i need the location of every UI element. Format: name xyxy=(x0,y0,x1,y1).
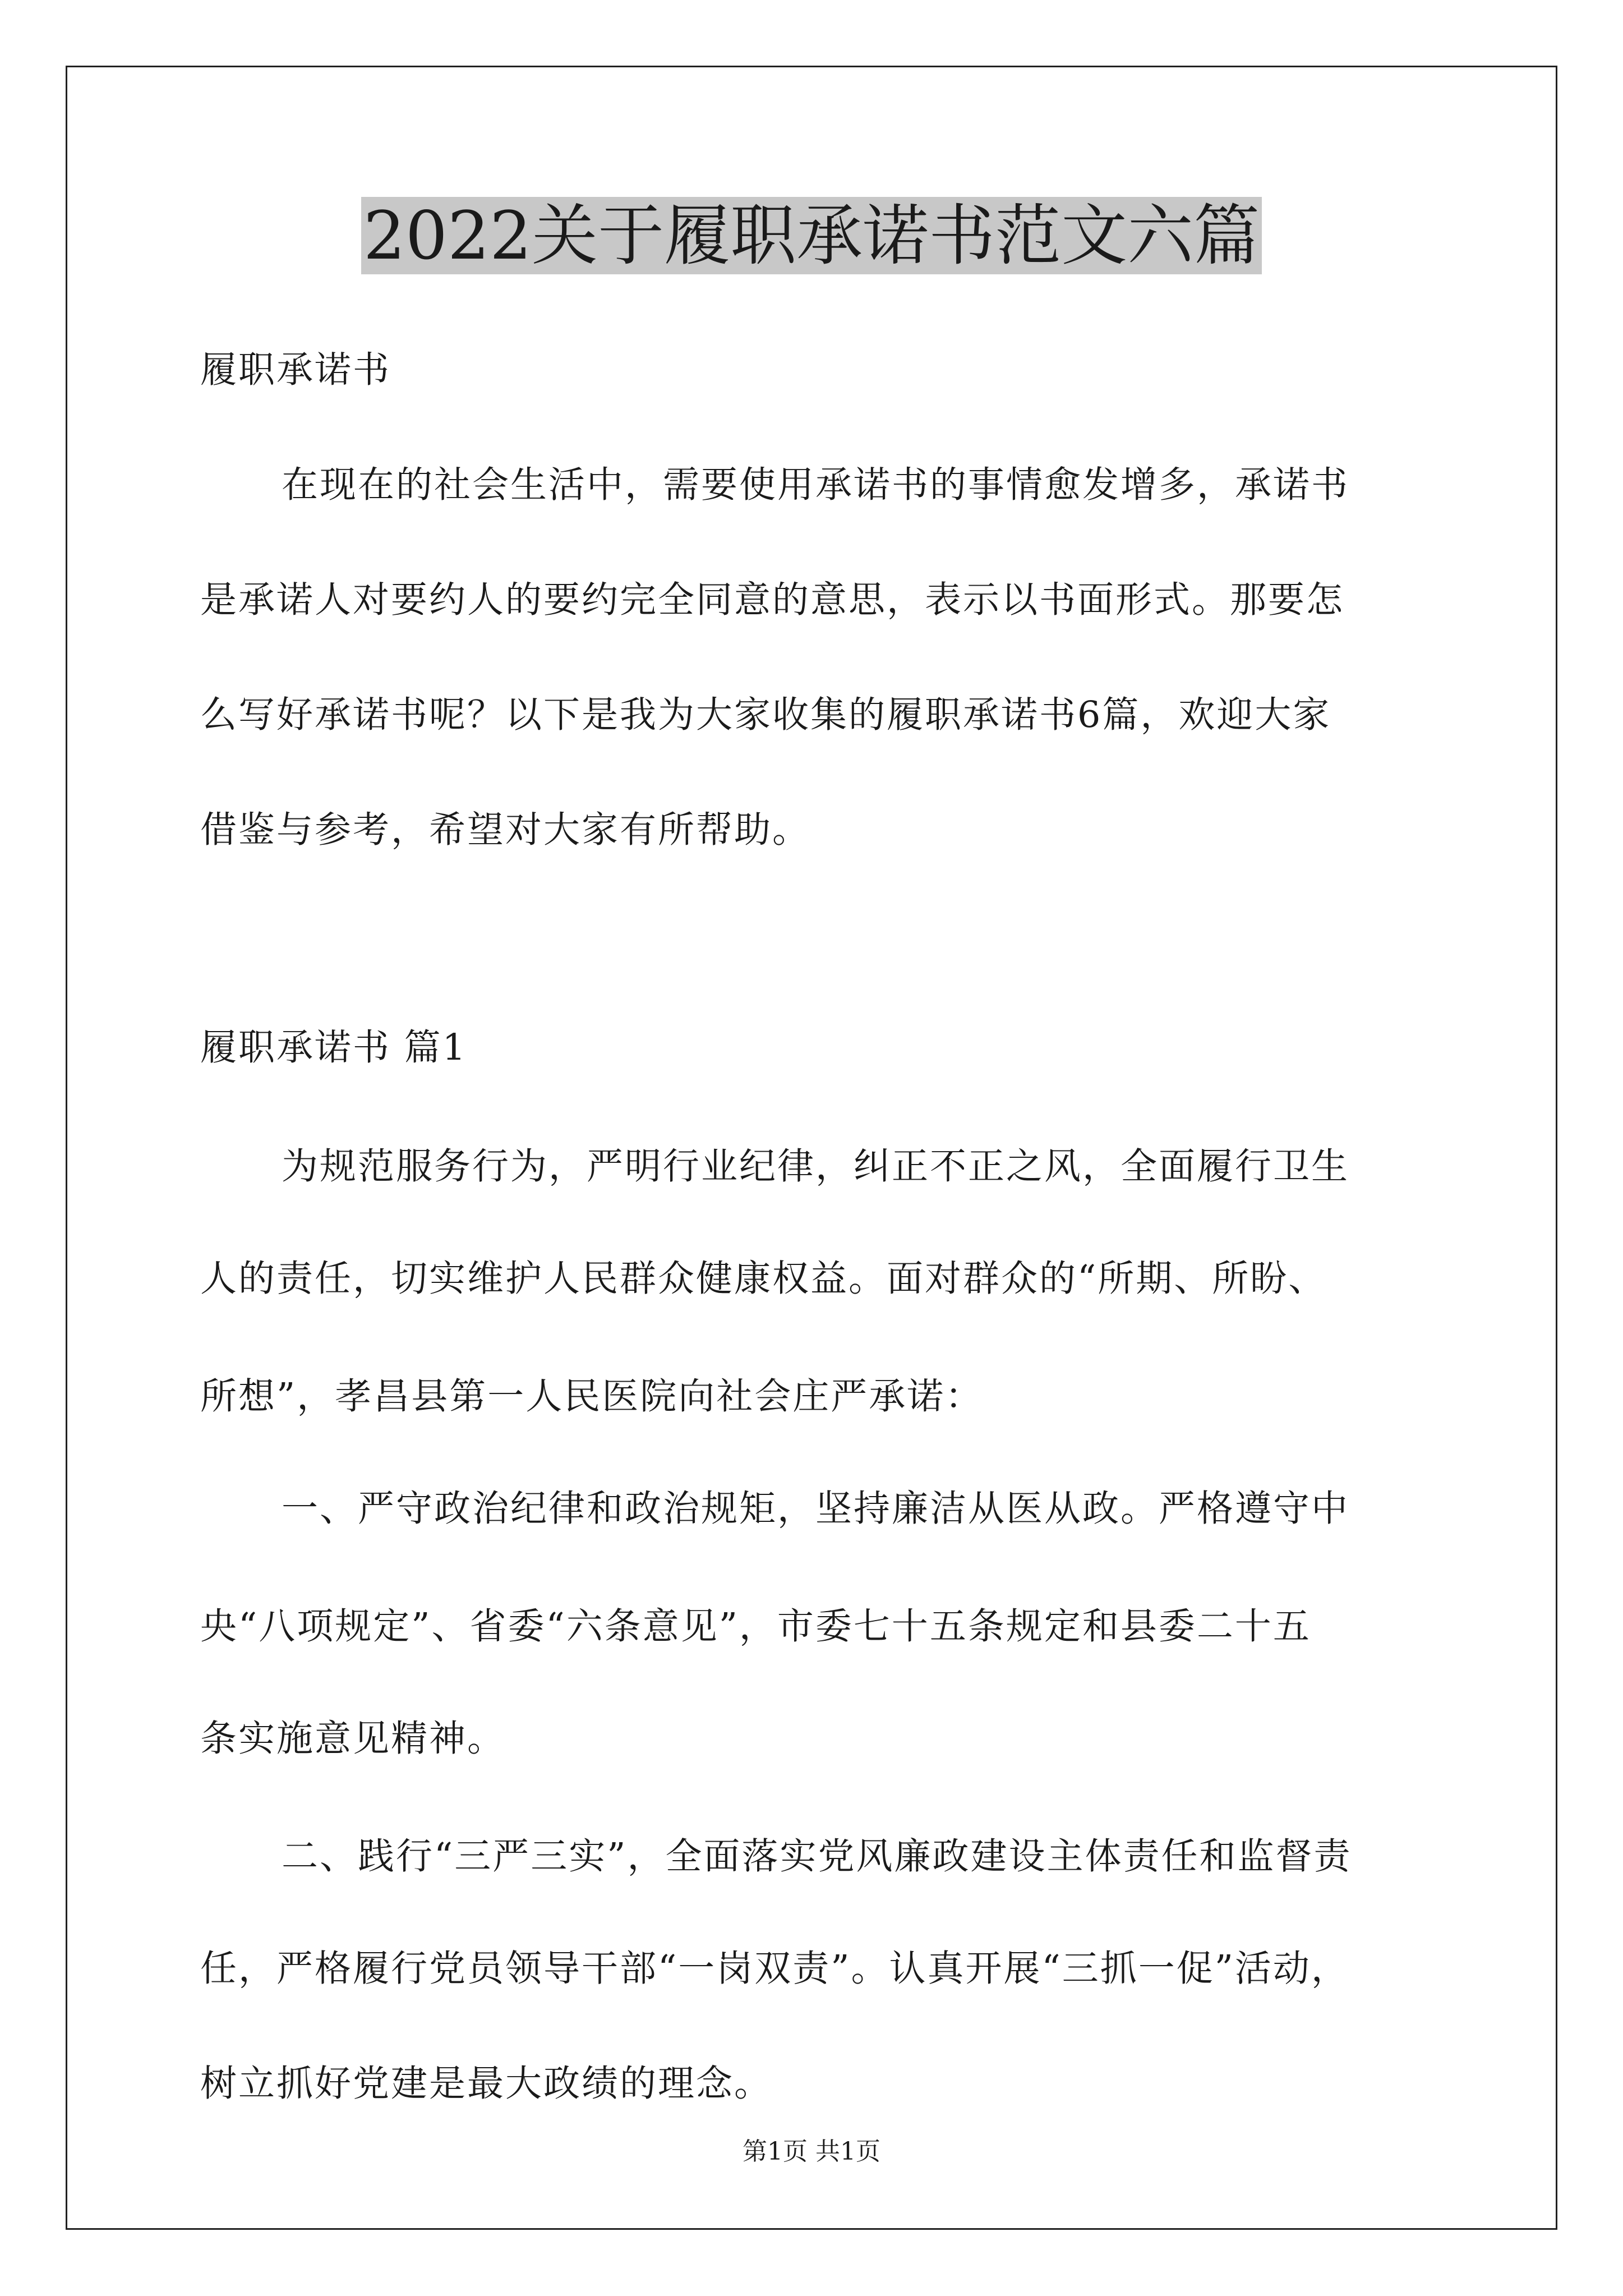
paragraph-line: 所想”，孝昌县第一人民医院向社会庄严承诺： xyxy=(200,1375,984,1418)
paragraph-line: 么写好承诺书呢？以下是我为大家收集的履职承诺书6篇，欢迎大家 xyxy=(200,694,1331,736)
section-heading: 履职承诺书 xyxy=(200,349,391,391)
paragraph-line: 在现在的社会生活中，需要使用承诺书的事情愈发增多，承诺书 xyxy=(282,464,1350,506)
section-heading: 履职承诺书 篇1 xyxy=(200,1027,468,1069)
paragraph-line: 任，严格履行党员领导干部“一岗双责”。认真开展“三抓一促”活动， xyxy=(200,1948,1349,1990)
paragraph-line: 借鉴与参考，希望对大家有所帮助。 xyxy=(200,809,811,851)
document-title xyxy=(0,196,1623,275)
paragraph-line: 树立抓好党建是最大政绩的理念。 xyxy=(200,2063,773,2105)
paragraph-line: 条实施意见精神。 xyxy=(200,1718,506,1760)
page-footer: 第1页 共1页 xyxy=(743,2137,880,2166)
paragraph-line: 二、践行“三严三实”，全面落实党风廉政建设主体责任和监督责 xyxy=(282,1835,1352,1878)
paragraph-line: 一、严守政治纪律和政治规矩，坚持廉洁从医从政。严格遵守中 xyxy=(282,1488,1350,1530)
paragraph-line: 为规范服务行为，严明行业纪律，纠正不正之风，全面履行卫生 xyxy=(282,1145,1350,1188)
document-title-text: 2022关于履职承诺书范文六篇 xyxy=(361,197,1262,274)
paragraph-line: 人的责任，切实维护人民群众健康权益。面对群众的“所期、所盼、 xyxy=(200,1258,1327,1300)
paragraph-line: 央“八项规定”、省委“六条意见”，市委七十五条规定和县委二十五 xyxy=(200,1605,1311,1648)
paragraph-line: 是承诺人对要约人的要约完全同意的意思，表示以书面形式。那要怎 xyxy=(200,579,1345,621)
